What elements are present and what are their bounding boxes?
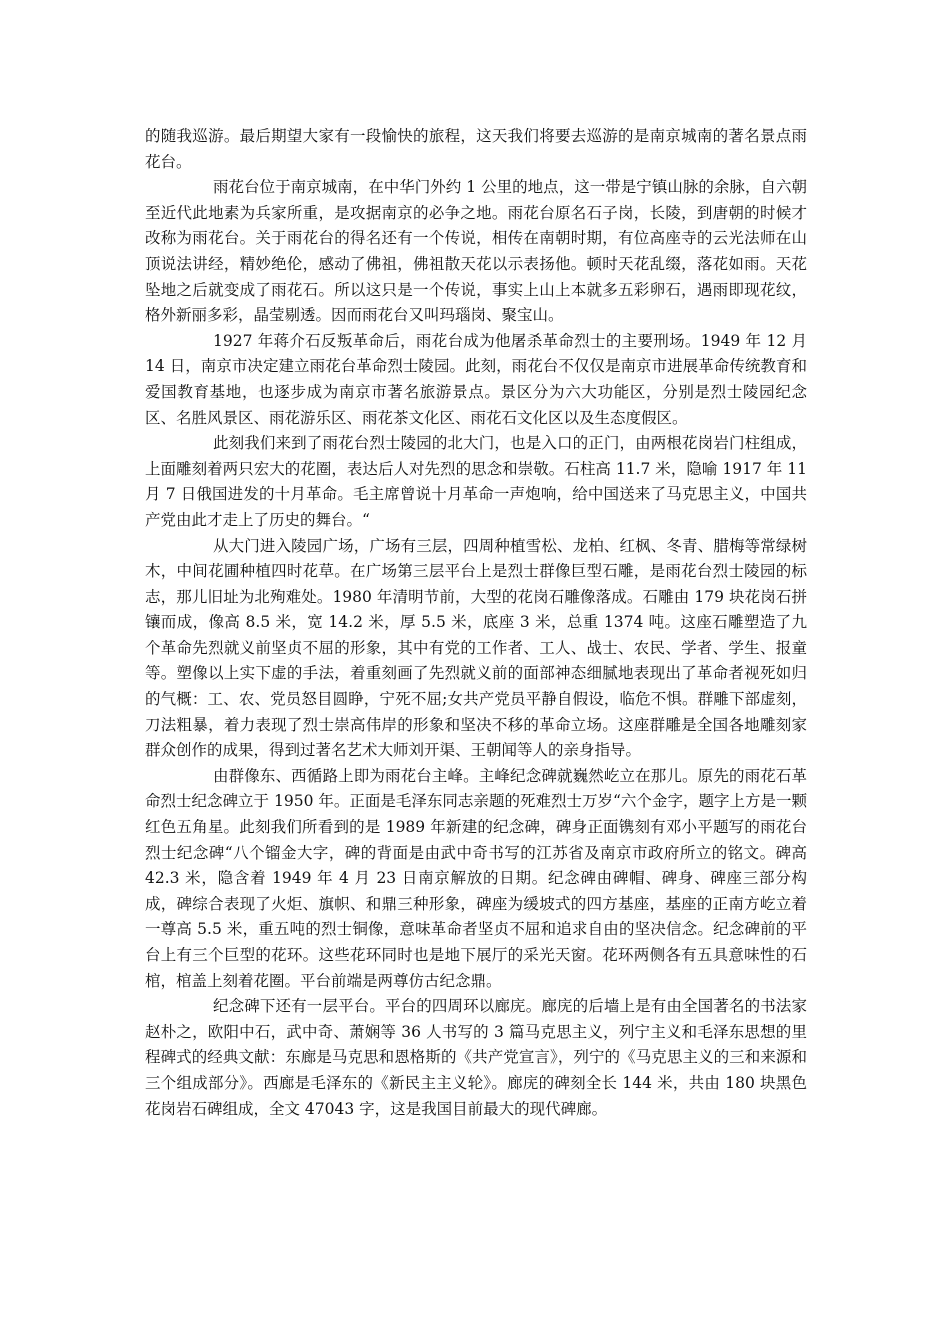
paragraph-monument: 由群像东、西循路上即为雨花台主峰。主峰纪念碑就巍然屹立在那儿。原先的雨花石革命烈士纪念碑立于 1950 年。正面是毛泽东同志亲题的死难烈士万岁“六个金字，题字上方是一颗红色五角星。此刻我们所看到的是 1989 年新建的纪念碑，碑身正面镌刻有邓小平题写的雨花台烈士纪念碑“八个镏金大字，碑的背面是由武中奇书写的江苏省及南京市政府所立的铭文。碑高 42.3 米，隐含着 1949 年 4 月 23 日南京解放的日期。纪念碑由碑帽、碑身、碑座三部分构成，碑综合表现了火炬、旗帜、和鼎三种形象，碑座为缓坡式的四方基座，基座的正南方屹立着一尊高 5.5 米，重五吨的烈士铜像，意味革命者坚贞不屈和追求自由的坚决信念。纪念碑前的平台上有三个巨型的花环。这些花环同时也是地下展厅的采光天窗。花环两侧各有五具意味性的石棺，棺盖上刻着花圈。平台前端是两尊仿古纪念鼎。 xyxy=(145,766,807,990)
paragraph-yuhuatai-origin: 雨花台位于南京城南，在中华门外约 1 公里的地点，这一带是宁镇山脉的余脉，自六朝至近代此地素为兵家所重，是攻据南京的必争之地。雨花台原名石子岗，长陵，到唐朝的时候才改称为雨花台。关于雨花台的得名还有一个传说，相传在南朝时期，有位高座寺的云光法师在山顶说法讲经，精妙绝伦，感动了佛祖，佛祖散天花以示表扬他。顿时天花乱缀，落花如雨。天花坠地之后就变成了雨花石。所以这只是一个传说，事实上山上本就多五彩卵石，遇雨即现花纹，格外新丽多彩，晶莹剔透。因而雨花台又叫玛瑙岗、聚宝山。 xyxy=(145,178,807,325)
paragraph-memorial-square: 从大门进入陵园广场，广场有三层，四周种植雪松、龙柏、红枫、冬青、腊梅等常绿树木，中间花圃种植四时花草。在广场第三层平台上是烈士群像巨型石雕，是雨花台烈士陵园的标志，那儿旧址为北殉难处。1980 年清明节前，大型的花岗石雕像落成。石雕由 179 块花岗石拼镶而成，像高 8.5 米，宽 14.2 米，厚 5.5 米，底座 3 米，总重 1374 吨。这座石雕塑造了九个革命先烈就义前坚贞不屈的形象，其中有党的工作者、工人、战士、农民、学者、学生、报童等。塑像以上实下虚的手法，着重刻画了先烈就义前的面部神态细腻地表现出了革命者视死如归的气概：工、农、党员怒目圆睁，宁死不屈;女共产党员平静自假设，临危不惧。群雕下部虚刻，刀法粗暴，着力表现了烈士崇高伟岸的形象和坚决不移的革命立场。这座群雕是全国各地雕刻家群众创作的成果，得到过著名艺术大师刘开渠、王朝闻等人的亲身指导。 xyxy=(145,536,807,760)
document-body xyxy=(145,124,807,1122)
paragraph-corridor: 纪念碑下还有一层平台。平台的四周环以廊庑。廊庑的后墙上是有由全国著名的书法家赵朴之，欧阳中石，武中奇、萧娴等 36 人书写的 3 篇马克思主义，列宁主义和毛泽东思想的里程碑式的经典文献：东廊是马克思和恩格斯的《共产党宣言》，列宁的《马克思主义的三和来源和三个组成部分》。西廊是毛泽东的《新民主主义轮》。廊庑的碑刻全长 144 米，共由 180 块黑色花岗岩石碑组成，全文 47043 字，这是我国目前最大的现代碑廊。 xyxy=(145,997,807,1118)
paragraph-history: 1927 年蒋介石反叛革命后，雨花台成为他屠杀革命烈士的主要刑场。1949 年 12 月 14 日，南京市决定建立雨花台革命烈士陵园。此刻，雨花台不仅仅是南京市进展革命传统教育和爱国教育基地，也逐步成为南京市著名旅游景点。景区分为六大功能区，分别是烈士陵园纪念区、名胜风景区、雨花游乐区、雨花茶文化区、雨花石文化区以及生态度假区。 xyxy=(145,331,807,427)
paragraph-north-gate: 此刻我们来到了雨花台烈士陵园的北大门，也是入口的正门，由两根花岗岩门柱组成，上面雕刻着两只宏大的花圈，表达后人对先烈的思念和崇敬。石柱高 11.7 米，隐喻 1917 年 11 月 7 日俄国进发的十月革命。毛主席曾说十月革命一声炮响，给中国送来了马克思主义，中国共产党由此才走上了历史的舞台。“ xyxy=(145,434,807,529)
paragraph-continuation: 的随我巡游。最后期望大家有一段愉快的旅程，这天我们将要去巡游的是南京城南的著名景点雨花台。 xyxy=(145,127,807,171)
